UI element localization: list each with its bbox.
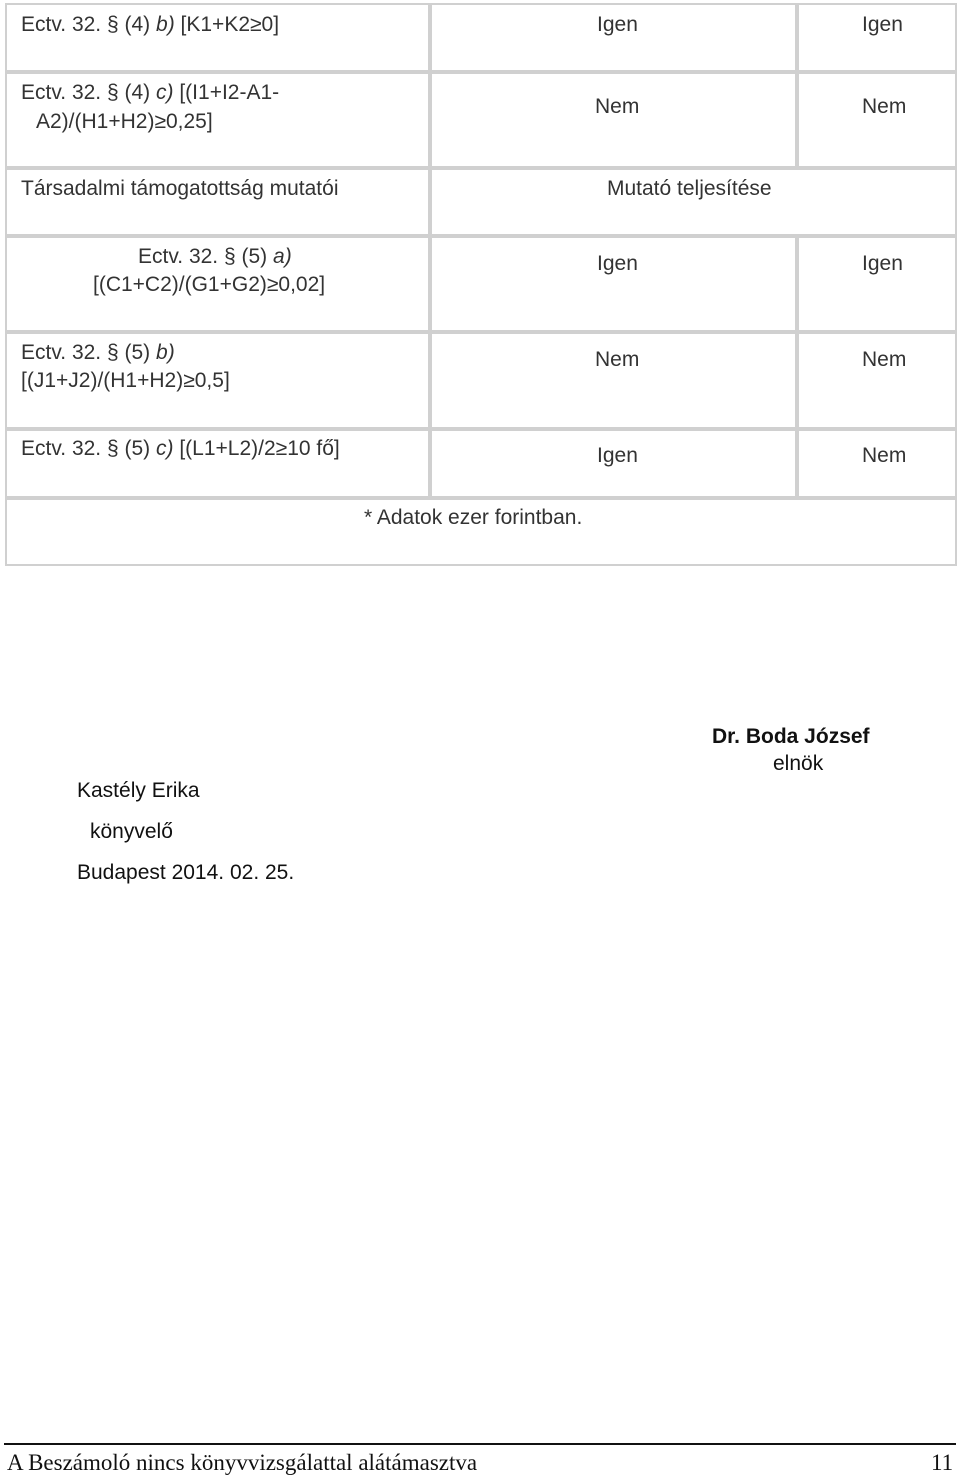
accountant-name: Kastély Erika (77, 779, 200, 802)
value-year1: Igen (597, 13, 638, 36)
table-cell (797, 429, 957, 498)
indicator-table (5, 3, 957, 566)
table-cell (797, 332, 957, 429)
value-year1: Nem (595, 348, 640, 371)
table-cell (430, 429, 797, 498)
criterion-text-line2: [(J1+J2)/(H1+H2)≥0,5] (21, 369, 230, 392)
table-cell (5, 3, 430, 72)
table-cell (5, 429, 430, 498)
table-cell (5, 168, 430, 236)
table-cell (430, 332, 797, 429)
criterion-text-line2: [(C1+C2)/(G1+G2)≥0,02] (93, 273, 326, 296)
footer-rule (4, 1443, 956, 1445)
section-header: Mutató teljesítése (607, 177, 772, 200)
table-cell (797, 236, 957, 332)
table-row (5, 429, 957, 498)
signer-role: elnök (773, 752, 824, 775)
criterion-text: Ectv. 32. § (5) b) (21, 341, 175, 364)
accountant-role: könyvelő (90, 820, 173, 843)
criterion-text: Ectv. 32. § (4) c) [(I1+I2-A1- (21, 81, 280, 104)
value-year2: Nem (862, 348, 907, 371)
table-row (5, 498, 957, 566)
table-cell (5, 498, 957, 566)
table-cell (430, 236, 797, 332)
criterion-text: Ectv. 32. § (5) c) [(L1+L2)/2≥10 fő] (21, 437, 340, 460)
value-year1: Nem (595, 95, 640, 118)
footer-text: A Beszámoló nincs könyvvizsgálattal alátámasztva (7, 1450, 478, 1475)
place-date: Budapest 2014. 02. 25. (77, 861, 295, 884)
table-row (5, 3, 957, 72)
value-year1: Igen (597, 252, 638, 275)
table-cell (430, 168, 957, 236)
table-row (5, 168, 957, 236)
table-cell (5, 236, 430, 332)
signer-name: Dr. Boda József (712, 725, 870, 748)
value-year2: Nem (862, 95, 907, 118)
table-note: * Adatok ezer forintban. (364, 506, 583, 529)
value-year2: Igen (862, 13, 903, 36)
value-year2: Nem (862, 444, 907, 467)
value-year2: Igen (862, 252, 903, 275)
criterion-text: Ectv. 32. § (5) a) (138, 245, 292, 268)
section-label: Társadalmi támogatottság mutatói (21, 177, 339, 200)
table-row (5, 332, 957, 429)
value-year1: Igen (597, 444, 638, 467)
table-cell (5, 332, 430, 429)
criterion-text: Ectv. 32. § (4) b) [K1+K2≥0] (21, 13, 280, 36)
table-cell (430, 3, 797, 72)
table-row (5, 72, 957, 168)
table-cell (430, 72, 797, 168)
table-cell (797, 72, 957, 168)
table-cell (5, 72, 430, 168)
page-number: 11 (931, 1450, 954, 1475)
table-cell (797, 3, 957, 72)
table-row (5, 236, 957, 332)
criterion-text-line2: A2)/(H1+H2)≥0,25] (36, 110, 213, 133)
